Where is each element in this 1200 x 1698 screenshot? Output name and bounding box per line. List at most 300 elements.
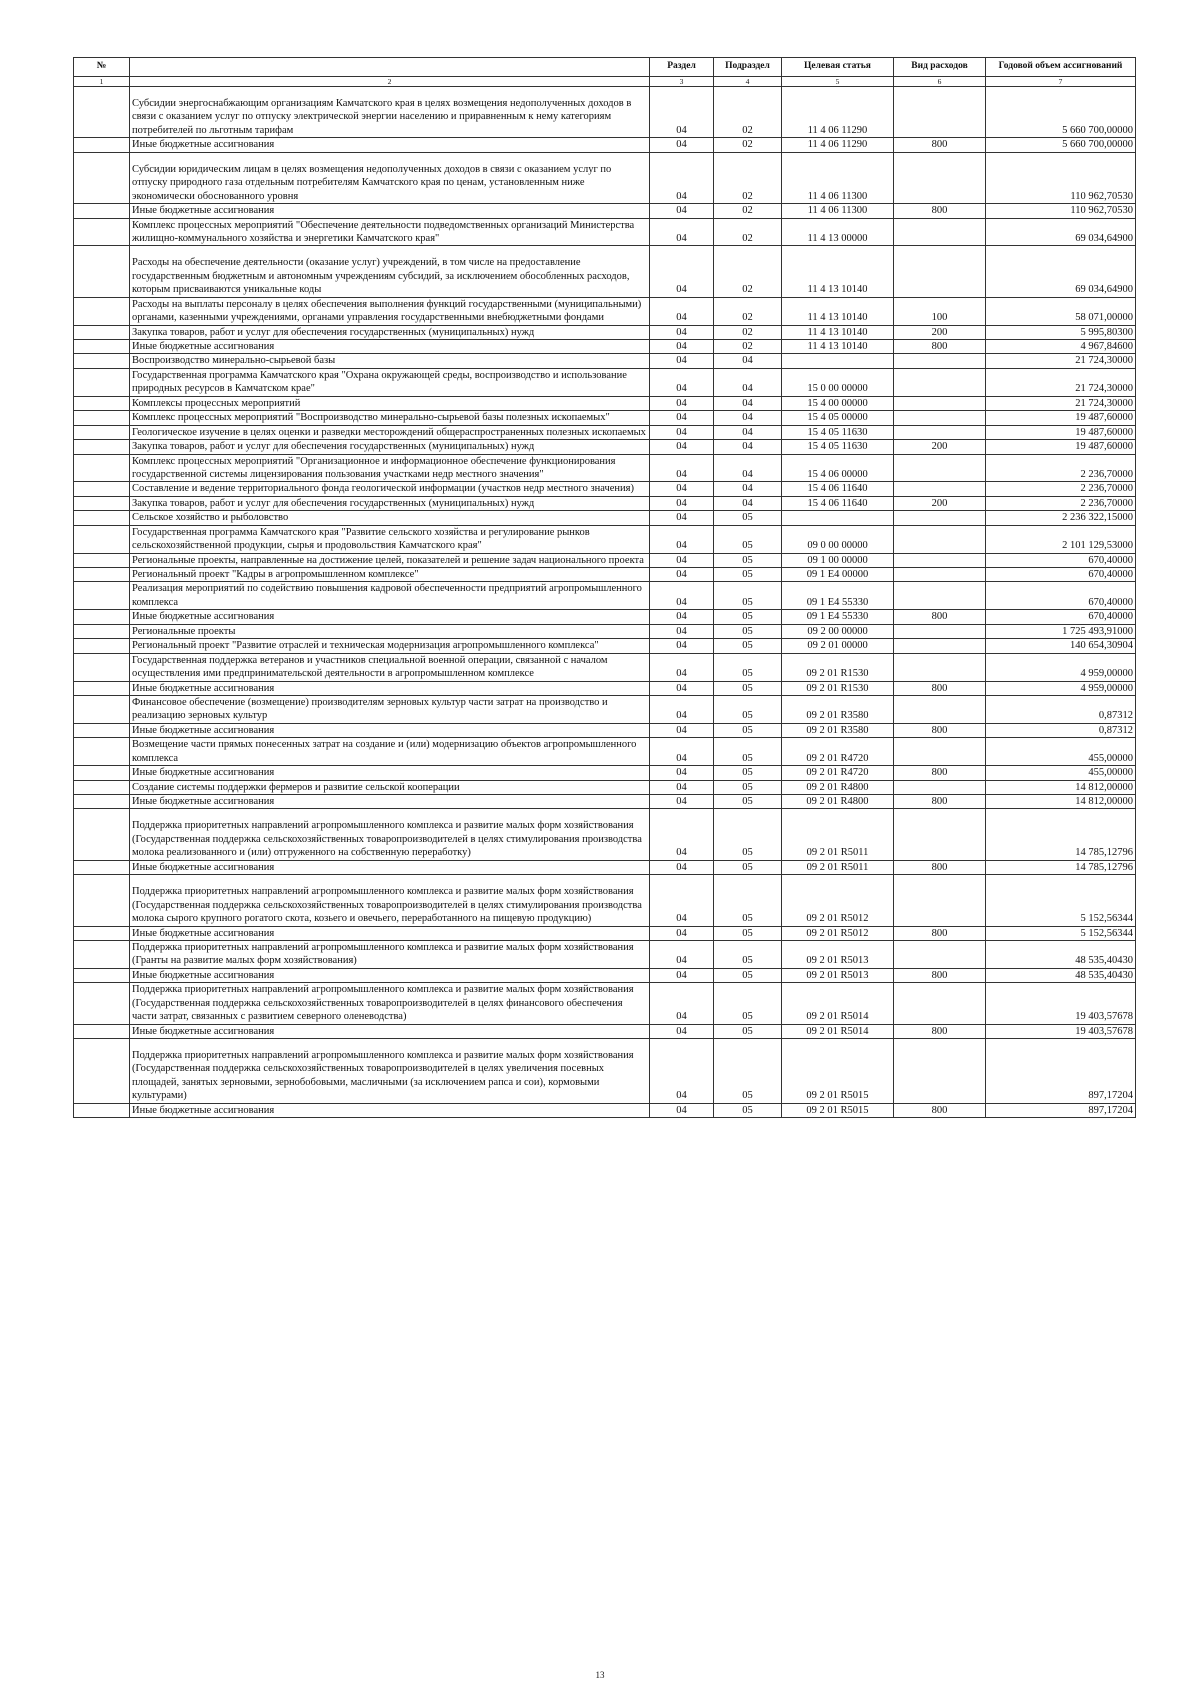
row-expense-type <box>894 875 986 926</box>
row-expense-type <box>894 639 986 653</box>
row-expense-type: 800 <box>894 340 986 354</box>
row-section: 04 <box>650 681 714 695</box>
row-name: Субсидии юридическим лицам в целях возмещения недополученных доходов в связи с оказанием услуг по отпуску природного газа отдельным потребителям Камчатского края по ценам, установленным ниже экономически обоснованного уровня <box>130 152 650 203</box>
row-amount: 897,17204 <box>986 1103 1136 1117</box>
row-number <box>74 695 130 723</box>
row-subsection: 02 <box>714 152 782 203</box>
row-section: 04 <box>650 795 714 809</box>
row-amount: 2 236 322,15000 <box>986 511 1136 525</box>
row-target-article: 15 0 00 00000 <box>782 368 894 396</box>
row-subsection: 05 <box>714 681 782 695</box>
row-section: 04 <box>650 496 714 510</box>
row-section: 04 <box>650 1024 714 1038</box>
row-subsection: 04 <box>714 411 782 425</box>
row-amount: 110 962,70530 <box>986 204 1136 218</box>
col-header-target-article: Целевая статья <box>782 58 894 77</box>
row-number <box>74 354 130 368</box>
row-number <box>74 425 130 439</box>
table-row <box>74 681 1136 695</box>
table-row <box>74 1103 1136 1117</box>
row-amount: 2 236,70000 <box>986 454 1136 482</box>
row-expense-type: 800 <box>894 723 986 737</box>
row-target-article <box>782 354 894 368</box>
row-target-article: 09 2 01 R5014 <box>782 1024 894 1038</box>
col-header-expense-type: Вид расходов <box>894 58 986 77</box>
table-row <box>74 246 1136 297</box>
row-expense-type: 800 <box>894 681 986 695</box>
row-subsection: 05 <box>714 780 782 794</box>
row-name: Поддержка приоритетных направлений агропромышленного комплекса и развитие малых форм хозяйствования (Государственная поддержка сельскохозяйственных товаропроизводителей в целях стимулирования производства молока реализованного и (или) отгруженного на собственную переработку) <box>130 809 650 860</box>
row-subsection: 05 <box>714 926 782 940</box>
row-name: Воспроизводство минерально-сырьевой базы <box>130 354 650 368</box>
row-section: 04 <box>650 440 714 454</box>
row-subsection: 05 <box>714 553 782 567</box>
row-number <box>74 138 130 152</box>
row-amount: 69 034,64900 <box>986 246 1136 297</box>
row-name: Составление и ведение территориального фонда геологической информации (участков недр местного значения) <box>130 482 650 496</box>
column-number: 7 <box>986 77 1136 87</box>
row-target-article: 09 2 01 R5013 <box>782 940 894 968</box>
row-expense-type: 800 <box>894 204 986 218</box>
row-section: 04 <box>650 653 714 681</box>
row-subsection: 04 <box>714 482 782 496</box>
row-section: 04 <box>650 568 714 582</box>
row-name: Комплекс процессных мероприятий "Обеспечение деятельности подведомственных организаций Министерства жилищно-коммунального хозяйства и энергетики Камчатского края" <box>130 218 650 246</box>
row-subsection: 05 <box>714 639 782 653</box>
col-header-section: Раздел <box>650 58 714 77</box>
row-subsection: 05 <box>714 795 782 809</box>
table-row <box>74 340 1136 354</box>
row-number <box>74 440 130 454</box>
table-row <box>74 766 1136 780</box>
row-expense-type <box>894 246 986 297</box>
table-row <box>74 411 1136 425</box>
row-name: Комплекс процессных мероприятий "Воспроизводство минерально-сырьевой базы полезных ископаемых" <box>130 411 650 425</box>
row-number <box>74 325 130 339</box>
row-subsection: 05 <box>714 738 782 766</box>
row-expense-type <box>894 653 986 681</box>
row-subsection: 02 <box>714 340 782 354</box>
row-target-article: 11 4 13 10140 <box>782 297 894 325</box>
row-section: 04 <box>650 204 714 218</box>
row-number <box>74 525 130 553</box>
row-name: Иные бюджетные ассигнования <box>130 1103 650 1117</box>
row-name: Иные бюджетные ассигнования <box>130 766 650 780</box>
row-name: Иные бюджетные ассигнования <box>130 138 650 152</box>
table-row <box>74 553 1136 567</box>
row-number <box>74 454 130 482</box>
row-name: Комплексы процессных мероприятий <box>130 396 650 410</box>
row-number <box>74 87 130 138</box>
row-number <box>74 968 130 982</box>
row-section: 04 <box>650 968 714 982</box>
row-name: Геологическое изучение в целях оценки и разведки месторождений общераспространенных полезных ископаемых <box>130 425 650 439</box>
table-row <box>74 653 1136 681</box>
row-target-article: 09 2 01 R5015 <box>782 1039 894 1104</box>
table-row <box>74 525 1136 553</box>
row-section: 04 <box>650 983 714 1024</box>
row-subsection: 02 <box>714 204 782 218</box>
column-number: 5 <box>782 77 894 87</box>
row-amount: 670,40000 <box>986 610 1136 624</box>
row-expense-type <box>894 152 986 203</box>
column-number: 1 <box>74 77 130 87</box>
row-amount: 670,40000 <box>986 553 1136 567</box>
row-expense-type <box>894 525 986 553</box>
row-target-article: 09 2 01 R5013 <box>782 968 894 982</box>
row-expense-type: 200 <box>894 440 986 454</box>
row-target-article: 09 2 01 R4800 <box>782 780 894 794</box>
row-name: Государственная программа Камчатского края "Развитие сельского хозяйства и регулирование рынков сельскохозяйственной продукции, сырья и продовольствия Камчатского края" <box>130 525 650 553</box>
row-number <box>74 340 130 354</box>
row-number <box>74 795 130 809</box>
row-name: Поддержка приоритетных направлений агропромышленного комплекса и развитие малых форм хозяйствования (Государственная поддержка сельскохозяйственных товаропроизводителей в целях финансового обеспечения части затрат, связанных с развитием северного оленеводства) <box>130 983 650 1024</box>
row-subsection: 02 <box>714 325 782 339</box>
row-expense-type: 200 <box>894 496 986 510</box>
row-section: 04 <box>650 780 714 794</box>
row-section: 04 <box>650 553 714 567</box>
row-subsection: 05 <box>714 875 782 926</box>
row-expense-type: 100 <box>894 297 986 325</box>
row-amount: 455,00000 <box>986 738 1136 766</box>
row-section: 04 <box>650 926 714 940</box>
row-expense-type: 200 <box>894 325 986 339</box>
row-number <box>74 926 130 940</box>
row-target-article: 15 4 05 11630 <box>782 425 894 439</box>
row-section: 04 <box>650 396 714 410</box>
table-row <box>74 610 1136 624</box>
row-section: 04 <box>650 368 714 396</box>
row-target-article: 11 4 13 00000 <box>782 218 894 246</box>
row-name: Иные бюджетные ассигнования <box>130 681 650 695</box>
row-amount: 4 967,84600 <box>986 340 1136 354</box>
row-expense-type <box>894 1039 986 1104</box>
row-name: Иные бюджетные ассигнования <box>130 340 650 354</box>
row-section: 04 <box>650 809 714 860</box>
row-number <box>74 297 130 325</box>
row-number <box>74 368 130 396</box>
row-amount: 21 724,30000 <box>986 354 1136 368</box>
row-name: Расходы на выплаты персоналу в целях обеспечения выполнения функций государственными (муниципальными) органами, казенными учреждениями, органами управления государственными внебюджетными фондами <box>130 297 650 325</box>
table-row <box>74 496 1136 510</box>
row-section: 04 <box>650 454 714 482</box>
row-number <box>74 411 130 425</box>
row-expense-type: 800 <box>894 766 986 780</box>
row-name: Государственная поддержка ветеранов и участников специальной военной операции, связанной с началом осуществления ими предпринимательской деятельности в агропромышленном комплексе <box>130 653 650 681</box>
row-name: Региональный проект "Кадры в агропромышленном комплексе" <box>130 568 650 582</box>
row-section: 04 <box>650 582 714 610</box>
row-expense-type <box>894 454 986 482</box>
row-number <box>74 246 130 297</box>
table-row <box>74 738 1136 766</box>
row-name: Закупка товаров, работ и услуг для обеспечения государственных (муниципальных) нужд <box>130 440 650 454</box>
row-target-article: 11 4 06 11290 <box>782 87 894 138</box>
row-section: 04 <box>650 340 714 354</box>
row-expense-type <box>894 695 986 723</box>
table-row <box>74 1039 1136 1104</box>
table-row <box>74 926 1136 940</box>
table-row <box>74 695 1136 723</box>
row-section: 04 <box>650 738 714 766</box>
column-number: 2 <box>130 77 650 87</box>
table-header <box>74 58 1136 87</box>
table-row <box>74 511 1136 525</box>
row-target-article: 09 0 00 00000 <box>782 525 894 553</box>
row-subsection: 04 <box>714 440 782 454</box>
row-number <box>74 610 130 624</box>
table-row <box>74 368 1136 396</box>
row-subsection: 05 <box>714 582 782 610</box>
table-row <box>74 940 1136 968</box>
row-subsection: 05 <box>714 968 782 982</box>
table-row <box>74 983 1136 1024</box>
row-name: Региональный проект "Развитие отраслей и техническая модернизация агропромышленного комплекса" <box>130 639 650 653</box>
row-name: Региональные проекты <box>130 624 650 638</box>
row-expense-type: 800 <box>894 1024 986 1038</box>
table-row <box>74 568 1136 582</box>
row-number <box>74 681 130 695</box>
table-row <box>74 138 1136 152</box>
row-target-article: 09 2 01 R5014 <box>782 983 894 1024</box>
row-subsection: 05 <box>714 860 782 874</box>
row-name: Комплекс процессных мероприятий "Организационное и информационное обеспечение функционирования государственной системы лицензирования пользования участками недр местного значения" <box>130 454 650 482</box>
row-target-article: 09 2 01 R3580 <box>782 695 894 723</box>
row-target-article: 15 4 00 00000 <box>782 396 894 410</box>
row-target-article: 15 4 06 11640 <box>782 496 894 510</box>
row-expense-type: 800 <box>894 795 986 809</box>
row-section: 04 <box>650 138 714 152</box>
row-expense-type: 800 <box>894 860 986 874</box>
row-name: Сельское хозяйство и рыболовство <box>130 511 650 525</box>
row-subsection: 05 <box>714 1024 782 1038</box>
row-amount: 2 236,70000 <box>986 482 1136 496</box>
table-row <box>74 454 1136 482</box>
row-target-article: 09 1 Е4 55330 <box>782 582 894 610</box>
table-row <box>74 860 1136 874</box>
row-expense-type <box>894 411 986 425</box>
table-row <box>74 297 1136 325</box>
row-target-article: 09 2 01 R4800 <box>782 795 894 809</box>
row-number <box>74 204 130 218</box>
row-target-article: 09 2 01 R5015 <box>782 1103 894 1117</box>
row-name: Финансовое обеспечение (возмещение) производителям зерновых культур части затрат на производство и реализацию зерновых культур <box>130 695 650 723</box>
row-subsection: 05 <box>714 809 782 860</box>
row-expense-type <box>894 368 986 396</box>
row-amount: 48 535,40430 <box>986 940 1136 968</box>
row-amount: 48 535,40430 <box>986 968 1136 982</box>
row-target-article: 09 2 01 R5012 <box>782 875 894 926</box>
row-name: Поддержка приоритетных направлений агропромышленного комплекса и развитие малых форм хозяйствования (Гранты на развитие малых форм хозяйствования) <box>130 940 650 968</box>
table-row <box>74 354 1136 368</box>
row-subsection: 05 <box>714 983 782 1024</box>
row-target-article: 09 1 00 00000 <box>782 553 894 567</box>
row-section: 04 <box>650 766 714 780</box>
row-subsection: 05 <box>714 1103 782 1117</box>
row-name: Иные бюджетные ассигнования <box>130 968 650 982</box>
column-number: 4 <box>714 77 782 87</box>
row-number <box>74 738 130 766</box>
row-amount: 5 660 700,00000 <box>986 138 1136 152</box>
row-subsection: 02 <box>714 87 782 138</box>
row-amount: 1 725 493,91000 <box>986 624 1136 638</box>
row-amount: 19 487,60000 <box>986 411 1136 425</box>
row-amount: 14 785,12796 <box>986 809 1136 860</box>
row-target-article: 11 4 13 10140 <box>782 325 894 339</box>
row-expense-type: 800 <box>894 610 986 624</box>
row-amount: 14 785,12796 <box>986 860 1136 874</box>
row-number <box>74 1024 130 1038</box>
row-expense-type <box>894 87 986 138</box>
row-section: 04 <box>650 860 714 874</box>
row-name: Иные бюджетные ассигнования <box>130 860 650 874</box>
row-section: 04 <box>650 411 714 425</box>
row-number <box>74 766 130 780</box>
table-body <box>74 87 1136 1118</box>
row-target-article: 09 1 Е4 55330 <box>782 610 894 624</box>
row-subsection: 04 <box>714 496 782 510</box>
row-section: 04 <box>650 87 714 138</box>
row-target-article: 09 2 01 R1530 <box>782 681 894 695</box>
header-row <box>74 58 1136 77</box>
row-target-article: 15 4 05 11630 <box>782 440 894 454</box>
row-expense-type <box>894 218 986 246</box>
row-amount: 5 152,56344 <box>986 926 1136 940</box>
row-expense-type <box>894 354 986 368</box>
row-expense-type <box>894 809 986 860</box>
row-target-article: 15 4 06 00000 <box>782 454 894 482</box>
row-number <box>74 511 130 525</box>
col-header-name <box>130 58 650 77</box>
row-target-article: 11 4 06 11300 <box>782 152 894 203</box>
row-name: Закупка товаров, работ и услуг для обеспечения государственных (муниципальных) нужд <box>130 325 650 339</box>
row-number <box>74 1103 130 1117</box>
row-name: Создание системы поддержки фермеров и развитие сельской кооперации <box>130 780 650 794</box>
budget-table <box>73 57 1136 1118</box>
row-expense-type: 800 <box>894 1103 986 1117</box>
row-amount: 21 724,30000 <box>986 396 1136 410</box>
row-target-article: 09 2 01 00000 <box>782 639 894 653</box>
row-amount: 455,00000 <box>986 766 1136 780</box>
row-subsection: 04 <box>714 454 782 482</box>
row-name: Иные бюджетные ассигнования <box>130 723 650 737</box>
row-section: 04 <box>650 152 714 203</box>
row-name: Поддержка приоритетных направлений агропромышленного комплекса и развитие малых форм хозяйствования (Государственная поддержка сельскохозяйственных товаропроизводителей в целях увеличения посевных площадей, занятых зерновыми, зернобобовыми, масличными (за исключением рапса и сои), кормовыми культурами) <box>130 1039 650 1104</box>
row-name: Субсидии энергоснабжающим организациям Камчатского края в целях возмещения недополученных доходов в связи с оказанием услуг по отпуску электрической энергии населению и приравненным к нему категориям потребителей по льготным тарифам <box>130 87 650 138</box>
row-expense-type <box>894 511 986 525</box>
row-expense-type <box>894 940 986 968</box>
row-section: 04 <box>650 482 714 496</box>
row-subsection: 02 <box>714 297 782 325</box>
row-expense-type <box>894 582 986 610</box>
row-expense-type <box>894 738 986 766</box>
row-section: 04 <box>650 1039 714 1104</box>
row-amount: 21 724,30000 <box>986 368 1136 396</box>
row-name: Государственная программа Камчатского края "Охрана окружающей среды, воспроизводство и использование природных ресурсов в Камчатском крае" <box>130 368 650 396</box>
table-row <box>74 396 1136 410</box>
row-subsection: 05 <box>714 624 782 638</box>
row-name: Иные бюджетные ассигнования <box>130 1024 650 1038</box>
table-row <box>74 795 1136 809</box>
row-target-article: 11 4 13 10140 <box>782 246 894 297</box>
row-number <box>74 582 130 610</box>
row-number <box>74 983 130 1024</box>
column-number: 6 <box>894 77 986 87</box>
row-number <box>74 875 130 926</box>
table-row <box>74 440 1136 454</box>
column-number: 3 <box>650 77 714 87</box>
row-target-article: 09 2 01 R5011 <box>782 860 894 874</box>
row-number <box>74 482 130 496</box>
table-row <box>74 639 1136 653</box>
row-expense-type <box>894 553 986 567</box>
row-section: 04 <box>650 525 714 553</box>
row-section: 04 <box>650 723 714 737</box>
row-number <box>74 1039 130 1104</box>
row-section: 04 <box>650 875 714 926</box>
row-amount: 670,40000 <box>986 568 1136 582</box>
row-subsection: 04 <box>714 368 782 396</box>
row-amount: 58 071,00000 <box>986 297 1136 325</box>
row-number <box>74 940 130 968</box>
table-row <box>74 780 1136 794</box>
table-row <box>74 809 1136 860</box>
row-amount: 670,40000 <box>986 582 1136 610</box>
row-amount: 14 812,00000 <box>986 780 1136 794</box>
row-amount: 5 995,80300 <box>986 325 1136 339</box>
table-row <box>74 218 1136 246</box>
row-name: Закупка товаров, работ и услуг для обеспечения государственных (муниципальных) нужд <box>130 496 650 510</box>
row-amount: 19 487,60000 <box>986 425 1136 439</box>
row-target-article <box>782 511 894 525</box>
row-number <box>74 218 130 246</box>
row-subsection: 05 <box>714 766 782 780</box>
row-amount: 4 959,00000 <box>986 681 1136 695</box>
table-row <box>74 968 1136 982</box>
row-target-article: 15 4 06 11640 <box>782 482 894 496</box>
col-header-number: № <box>74 58 130 77</box>
row-subsection: 02 <box>714 218 782 246</box>
row-subsection: 05 <box>714 653 782 681</box>
row-target-article: 11 4 06 11290 <box>782 138 894 152</box>
row-expense-type: 800 <box>894 926 986 940</box>
row-amount: 0,87312 <box>986 723 1136 737</box>
table-row <box>74 723 1136 737</box>
row-number <box>74 780 130 794</box>
row-number <box>74 152 130 203</box>
row-number <box>74 624 130 638</box>
row-subsection: 05 <box>714 1039 782 1104</box>
row-number <box>74 639 130 653</box>
row-section: 04 <box>650 246 714 297</box>
row-target-article: 09 2 01 R4720 <box>782 766 894 780</box>
row-subsection: 02 <box>714 138 782 152</box>
row-expense-type <box>894 780 986 794</box>
row-amount: 2 236,70000 <box>986 496 1136 510</box>
row-section: 04 <box>650 425 714 439</box>
row-number <box>74 809 130 860</box>
row-subsection: 05 <box>714 511 782 525</box>
row-name: Иные бюджетные ассигнования <box>130 926 650 940</box>
table-row <box>74 582 1136 610</box>
row-amount: 5 152,56344 <box>986 875 1136 926</box>
row-section: 04 <box>650 297 714 325</box>
row-expense-type <box>894 983 986 1024</box>
row-number <box>74 396 130 410</box>
row-subsection: 02 <box>714 246 782 297</box>
row-number <box>74 496 130 510</box>
row-number <box>74 723 130 737</box>
row-subsection: 04 <box>714 396 782 410</box>
